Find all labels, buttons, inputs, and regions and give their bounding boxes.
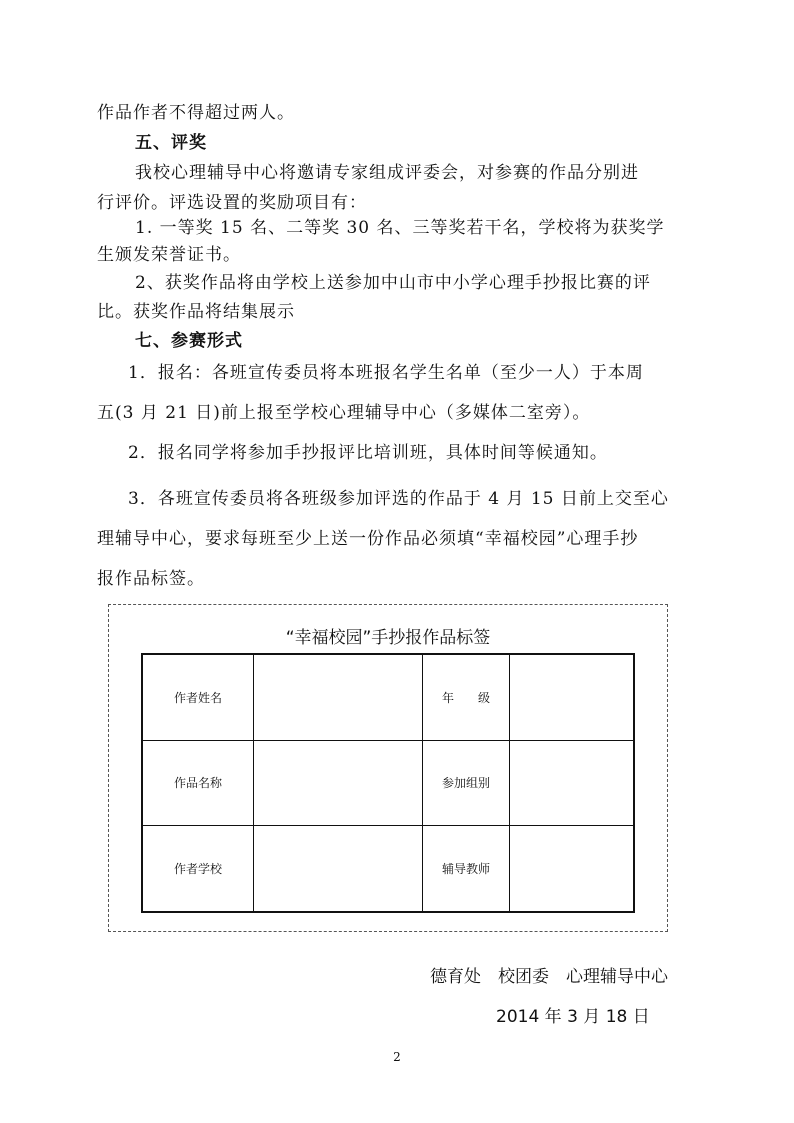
paragraph: 理辅导中心，要求每班至少上送一份作品必须填“幸福校园”心理手抄 — [97, 529, 639, 549]
grade-field[interactable] — [510, 654, 635, 741]
group-field[interactable] — [510, 741, 635, 826]
paragraph: 五(3 月 21 日)前上报至学校心理辅导中心（多媒体二室旁）。 — [97, 403, 591, 423]
paragraph: 我校心理辅导中心将邀请专家组成评委会，对参赛的作品分别进 — [135, 163, 639, 183]
section-heading-5: 五、评奖 — [135, 133, 207, 153]
label-form-title: “幸福校园”手抄报作品标签 — [285, 628, 491, 648]
author-name-field[interactable] — [254, 654, 423, 741]
paragraph: 2、获奖作品将由学校上送参加中山市中小学心理手抄报比赛的评 — [135, 273, 651, 293]
signature-date: 2014 年 3 月 18 日 — [496, 1007, 650, 1027]
author-school-field[interactable] — [254, 825, 423, 912]
paragraph: 报作品标签。 — [97, 569, 205, 589]
paragraph: 生颁发荣誉证书。 — [97, 245, 241, 265]
section-heading-7: 七、参赛形式 — [135, 331, 243, 351]
paragraph: 3．各班宣传委员将各班级参加评选的作品于 4 月 15 日前上交至心 — [128, 489, 669, 509]
teacher-label: 辅导教师 — [423, 825, 510, 912]
work-title-label: 作品名称 — [142, 741, 254, 826]
teacher-field[interactable] — [510, 825, 635, 912]
paragraph: 1. 一等奖 15 名、二等奖 30 名、三等奖若干名，学校将为获奖学 — [135, 218, 665, 238]
signature-departments: 德育处 校团委 心理辅导中心 — [430, 967, 668, 987]
table-row — [142, 654, 634, 741]
table-row — [142, 741, 634, 826]
author-name-label: 作者姓名 — [142, 654, 254, 741]
page-number: 2 — [393, 1050, 401, 1064]
table-row — [142, 825, 634, 912]
paragraph: 作品作者不得超过两人。 — [97, 103, 295, 123]
paragraph: 比。获奖作品将结集展示 — [97, 302, 295, 322]
label-form-box — [108, 604, 668, 932]
author-school-label: 作者学校 — [142, 825, 254, 912]
group-label: 参加组别 — [423, 741, 510, 826]
grade-label: 年 级 — [423, 654, 510, 741]
paragraph: 2．报名同学将参加手抄报评比培训班，具体时间等候通知。 — [128, 443, 608, 463]
label-form-table — [141, 653, 635, 913]
work-title-field[interactable] — [254, 741, 423, 826]
paragraph: 行评价。评选设置的奖励项目有： — [97, 193, 367, 213]
paragraph: 1．报名：各班宣传委员将本班报名学生名单（至少一人）于本周 — [128, 363, 644, 383]
